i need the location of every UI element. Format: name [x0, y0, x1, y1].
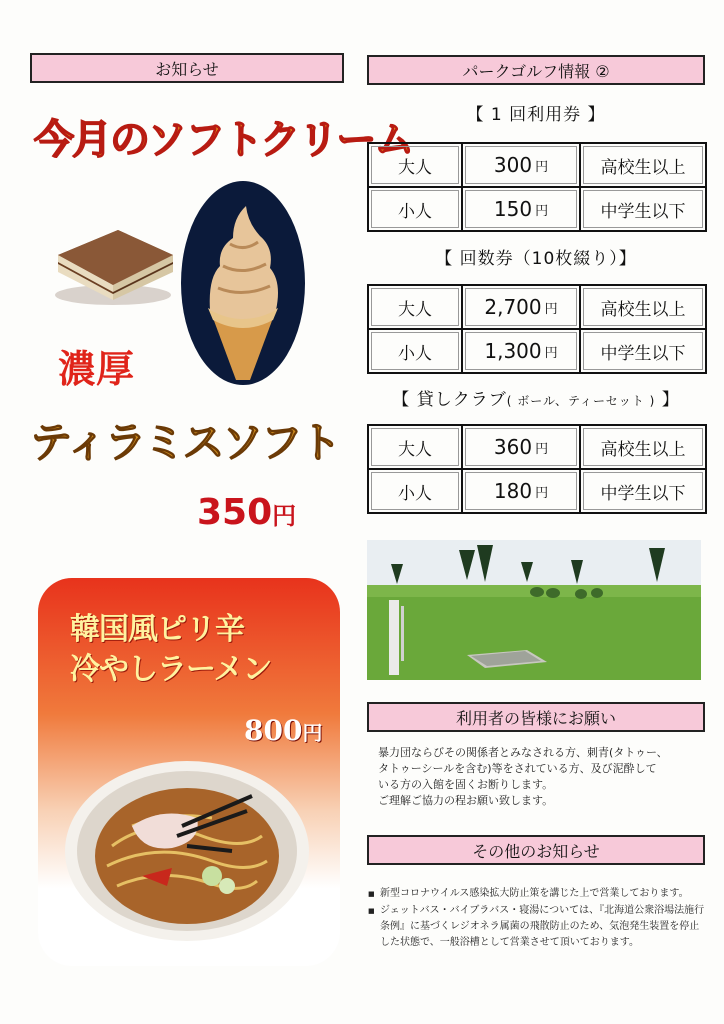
rental-club-subtitle: ( ボール、ティーセット ) — [506, 394, 656, 408]
soft-cream-title: 今月のソフトクリーム — [34, 116, 413, 163]
amount-cell — [465, 190, 577, 228]
note-cell: 高校生以上 — [583, 146, 703, 184]
ramen-price-value: 800 — [244, 714, 303, 747]
request-line: 暴力団ならびその関係者とみなされる方、刺青(タトゥー、 — [378, 746, 668, 759]
park-golf-header — [367, 55, 705, 85]
soft-cream-image — [178, 178, 308, 388]
request-text — [378, 745, 708, 809]
park-golf-header-label: パークゴルフ情報 ② — [462, 61, 610, 81]
amount-unit: 円 — [535, 203, 549, 219]
note-cell: 高校生以上 — [583, 288, 703, 326]
who-cell: 大人 — [371, 146, 459, 184]
amount-unit: 円 — [535, 441, 549, 457]
who-cell: 大人 — [371, 288, 459, 326]
request-header — [367, 702, 705, 732]
ramen-price — [244, 714, 322, 747]
section-title-single-ticket: 【 1 回利用券 】 — [466, 105, 606, 125]
table-row — [368, 285, 706, 329]
ramen-title-line1: 韓国風ピリ辛 — [70, 612, 244, 647]
list-item: ■ 新型コロナウイルス感染拡大防止策を講じた上で営業しております。 — [368, 886, 708, 902]
soft-price-value: 350 — [197, 492, 273, 533]
note-cell: 中学生以下 — [583, 190, 703, 228]
table-row — [368, 469, 706, 513]
table-row — [368, 329, 706, 373]
notice-header-label: お知らせ — [155, 59, 219, 79]
note-cell: 中学生以下 — [583, 332, 703, 370]
notice-header — [30, 53, 344, 83]
amount-unit: 円 — [535, 159, 549, 175]
who-cell: 小人 — [371, 190, 459, 228]
soft-price — [197, 492, 296, 533]
section-title-rental-club — [367, 385, 705, 410]
table-row — [368, 425, 706, 469]
other-notice-header-label: その他のお知らせ — [472, 841, 600, 861]
note-cell: 高校生以上 — [583, 428, 703, 466]
request-line: ご理解ご協力の程お願い致します。 — [378, 794, 554, 807]
amount-unit: 円 — [535, 485, 549, 501]
list-item: ■ ジェットバス・バイブラバス・寝湯については、『北海道公衆浴場法施行条例』に基づくレジオネラ属菌の飛散防止のため、気泡発生装置を停止した状態で、一般浴槽として営業させて頂いております。 — [368, 903, 708, 951]
rental-club-title: 【 貸しクラブ — [392, 390, 507, 410]
table-row — [368, 187, 706, 231]
ramen-price-unit: 円 — [302, 721, 323, 745]
amount-value: 150 — [493, 197, 533, 221]
price-table-coupon — [367, 284, 707, 374]
section-title-coupon: 【 回数券（10枚綴り）】 — [435, 249, 637, 269]
who-cell: 小人 — [371, 472, 459, 510]
amount-value: 2,700 — [484, 295, 542, 319]
table-row — [368, 143, 706, 187]
price-table-single-ticket — [367, 142, 707, 232]
amount-cell — [465, 288, 577, 326]
amount-cell — [465, 146, 577, 184]
amount-value: 300 — [493, 153, 533, 177]
price-table-rental-club — [367, 424, 707, 514]
request-header-label: 利用者の皆様にお願い — [455, 708, 616, 728]
request-line: タトゥーシールを含む)等をされている方、及び泥酔して — [378, 762, 657, 775]
tiramisu-soft-title: ティラミスソフト — [30, 418, 339, 467]
amount-unit: 円 — [544, 301, 558, 317]
who-cell: 小人 — [371, 332, 459, 370]
other-notice-header — [367, 835, 705, 865]
who-cell: 大人 — [371, 428, 459, 466]
tiramisu-cake-image — [48, 200, 178, 310]
ramen-title-line2: 冷やしラーメン — [70, 652, 272, 687]
noukou-label: 濃厚 — [58, 346, 135, 391]
amount-value: 360 — [493, 435, 533, 459]
ramen-bowl-image — [62, 756, 312, 946]
amount-unit: 円 — [544, 345, 558, 361]
rental-club-title-end: 】 — [661, 390, 680, 410]
ramen-title — [70, 610, 272, 690]
amount-cell — [465, 332, 577, 370]
request-line: いる方の入館を固くお断りします。 — [378, 778, 554, 791]
amount-value: 180 — [493, 479, 533, 503]
park-golf-photo — [367, 540, 701, 680]
note-cell: 中学生以下 — [583, 472, 703, 510]
amount-cell — [465, 472, 577, 510]
amount-value: 1,300 — [484, 339, 542, 363]
amount-cell — [465, 428, 577, 466]
other-notice-list — [368, 886, 708, 952]
soft-price-unit: 円 — [272, 502, 297, 530]
